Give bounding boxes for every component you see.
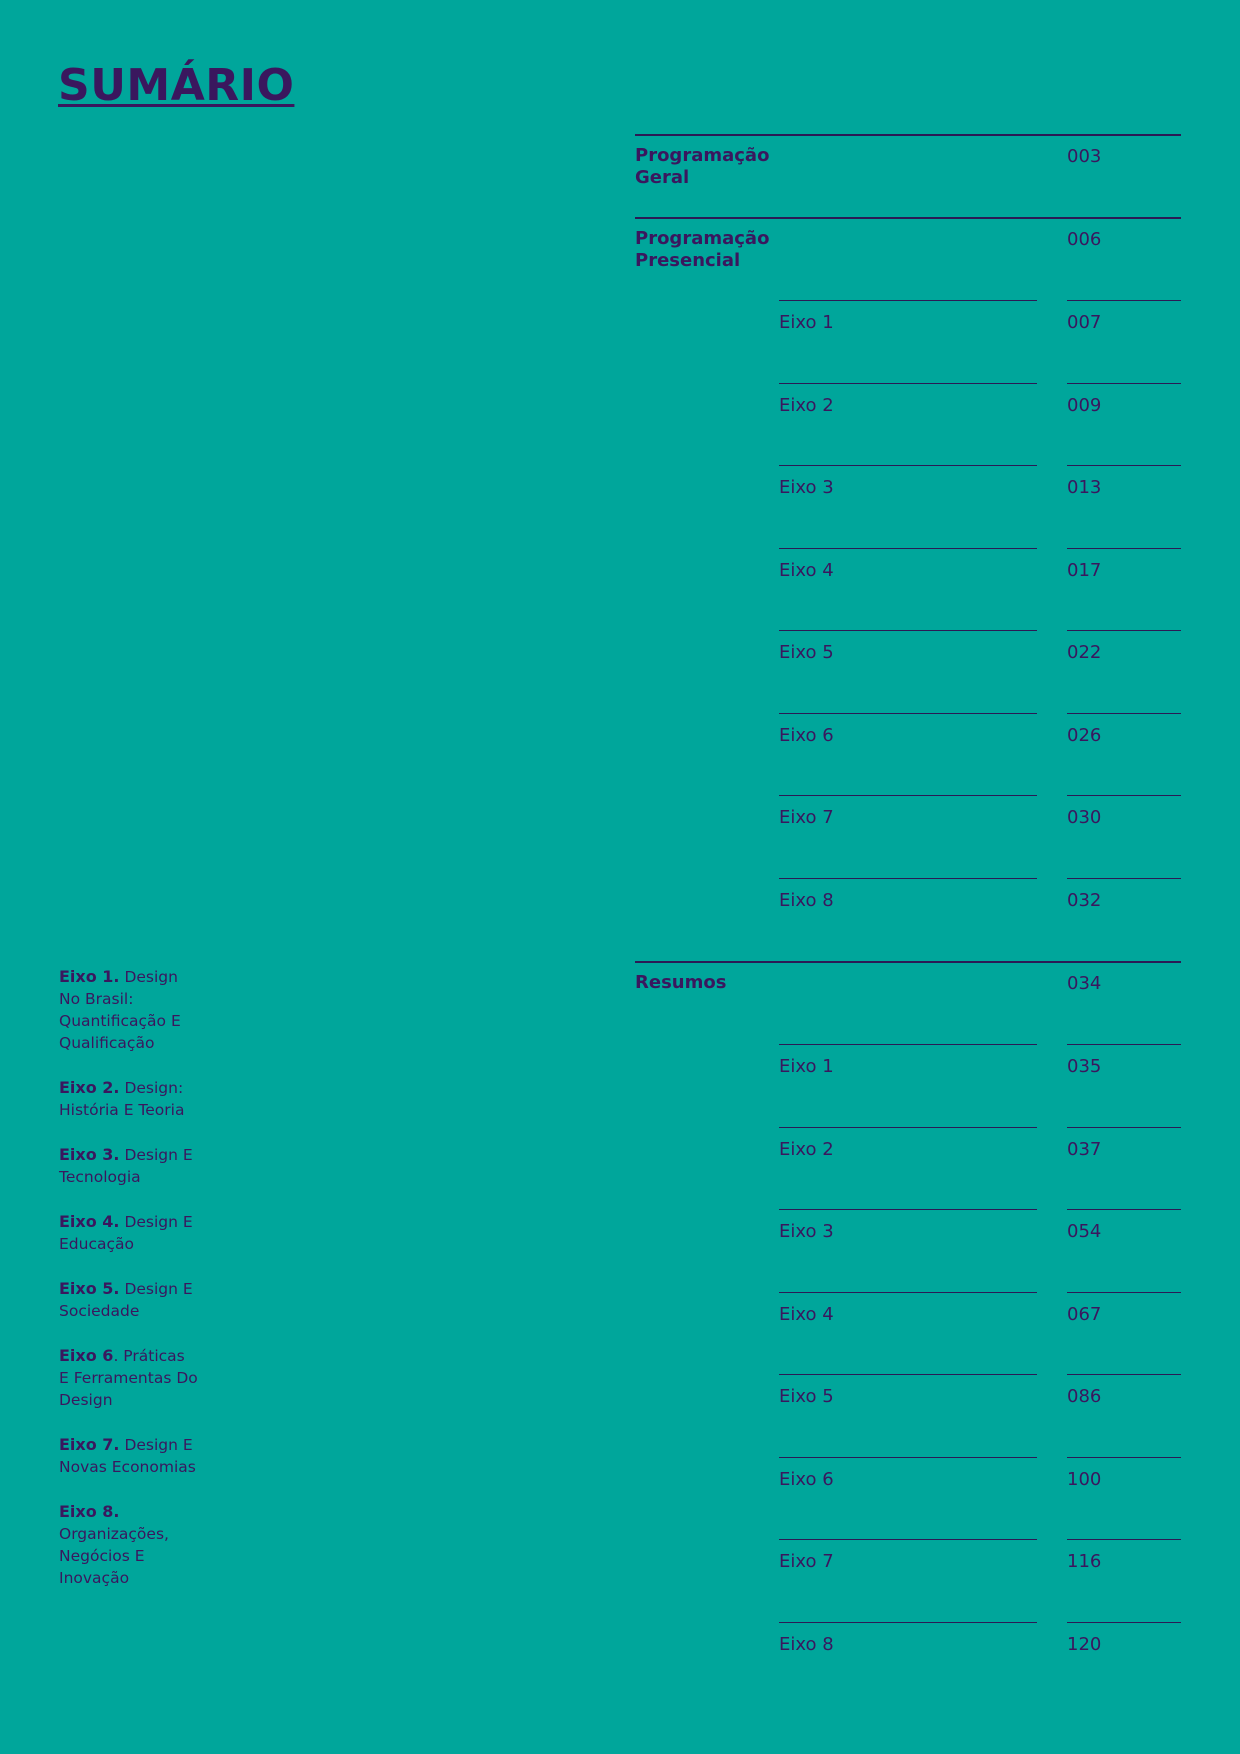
legend-text: Design E Tecnologia (59, 1146, 193, 1186)
subitem-label[interactable]: Eixo 5 (779, 1386, 834, 1407)
subitem-page-divider (1067, 1044, 1181, 1045)
section-label[interactable]: Programação Presencial (635, 228, 770, 271)
subitem-page-divider (1067, 1622, 1181, 1623)
subitem-page-divider (1067, 465, 1181, 466)
subitem-divider (779, 1127, 1037, 1128)
section-page-number: 003 (1067, 146, 1102, 167)
subitem-label[interactable]: Eixo 2 (779, 395, 834, 416)
subitem-page-number: 120 (1067, 1634, 1102, 1655)
subitem-page-divider (1067, 795, 1181, 796)
subitem-divider (779, 713, 1037, 714)
subitem-page-number: 007 (1067, 312, 1102, 333)
page-title: SUMÁRIO (58, 60, 295, 111)
subitem-label[interactable]: Eixo 2 (779, 1139, 834, 1160)
legend-item (59, 1077, 199, 1121)
legend-text: Design No Brasil: Quantificação E Qualificação (59, 968, 181, 1052)
subitem-divider (779, 1209, 1037, 1210)
subitem-page-number: 067 (1067, 1304, 1102, 1325)
subitem-label[interactable]: Eixo 3 (779, 477, 834, 498)
subitem-divider (779, 383, 1037, 384)
section-divider (635, 961, 1181, 963)
legend-key: Eixo 2. (59, 1078, 120, 1097)
legend-item (59, 1345, 199, 1411)
subitem-label[interactable]: Eixo 7 (779, 1551, 834, 1572)
legend-key: Eixo 8. (59, 1502, 120, 1521)
legend-key: Eixo 3. (59, 1145, 120, 1164)
subitem-label[interactable]: Eixo 4 (779, 1304, 834, 1325)
legend-text: . Práticas E Ferramentas Do Design (59, 1347, 198, 1409)
section-divider (635, 217, 1181, 219)
subitem-divider (779, 1374, 1037, 1375)
subitem-divider (779, 465, 1037, 466)
axis-legend (59, 966, 199, 1612)
legend-key: Eixo 7. (59, 1435, 120, 1454)
legend-item (59, 1278, 199, 1322)
subitem-label[interactable]: Eixo 3 (779, 1221, 834, 1242)
legend-text: Design E Sociedade (59, 1280, 193, 1320)
subitem-divider (779, 630, 1037, 631)
legend-text: Organizações, Negócios E Inovação (59, 1525, 169, 1587)
subitem-page-divider (1067, 1539, 1181, 1540)
subitem-label[interactable]: Eixo 6 (779, 1469, 834, 1490)
legend-text: Design E Educação (59, 1213, 193, 1253)
subitem-divider (779, 548, 1037, 549)
subitem-page-number: 035 (1067, 1056, 1102, 1077)
subitem-label[interactable]: Eixo 1 (779, 1056, 834, 1077)
legend-text: Design E Novas Economias (59, 1436, 196, 1476)
subitem-page-divider (1067, 1457, 1181, 1458)
subitem-label[interactable]: Eixo 1 (779, 312, 834, 333)
legend-item (59, 1501, 199, 1589)
legend-key: Eixo 5. (59, 1279, 120, 1298)
legend-key: Eixo 4. (59, 1212, 120, 1231)
legend-key: Eixo 1. (59, 967, 120, 986)
legend-item (59, 1211, 199, 1255)
subitem-page-divider (1067, 1292, 1181, 1293)
subitem-label[interactable]: Eixo 8 (779, 890, 834, 911)
subitem-label[interactable]: Eixo 7 (779, 807, 834, 828)
subitem-divider (779, 878, 1037, 879)
subitem-page-divider (1067, 548, 1181, 549)
subitem-divider (779, 1292, 1037, 1293)
subitem-page-divider (1067, 878, 1181, 879)
subitem-page-number: 100 (1067, 1469, 1102, 1490)
subitem-divider (779, 1539, 1037, 1540)
subitem-label[interactable]: Eixo 6 (779, 725, 834, 746)
subitem-divider (779, 1457, 1037, 1458)
section-page-number: 006 (1067, 229, 1102, 250)
subitem-label[interactable]: Eixo 5 (779, 642, 834, 663)
subitem-page-number: 026 (1067, 725, 1102, 746)
subitem-page-number: 037 (1067, 1139, 1102, 1160)
subitem-divider (779, 795, 1037, 796)
subitem-page-number: 013 (1067, 477, 1102, 498)
subitem-label[interactable]: Eixo 4 (779, 560, 834, 581)
subitem-page-divider (1067, 630, 1181, 631)
legend-item (59, 1434, 199, 1478)
subitem-page-number: 030 (1067, 807, 1102, 828)
subitem-page-number: 017 (1067, 560, 1102, 581)
subitem-page-divider (1067, 713, 1181, 714)
subitem-page-number: 022 (1067, 642, 1102, 663)
subitem-divider (779, 1622, 1037, 1623)
subitem-page-number: 054 (1067, 1221, 1102, 1242)
subitem-page-divider (1067, 1209, 1181, 1210)
legend-text: Design: História E Teoria (59, 1079, 185, 1119)
subitem-label[interactable]: Eixo 8 (779, 1634, 834, 1655)
section-label[interactable]: Resumos (635, 972, 727, 993)
section-divider (635, 134, 1181, 136)
subitem-page-divider (1067, 1127, 1181, 1128)
subitem-page-divider (1067, 1374, 1181, 1375)
subitem-page-number: 032 (1067, 890, 1102, 911)
subitem-divider (779, 300, 1037, 301)
subitem-page-divider (1067, 300, 1181, 301)
subitem-divider (779, 1044, 1037, 1045)
legend-key: Eixo 6 (59, 1346, 114, 1365)
section-label[interactable]: Programação Geral (635, 145, 770, 188)
subitem-page-number: 009 (1067, 395, 1102, 416)
subitem-page-number: 116 (1067, 1551, 1102, 1572)
section-page-number: 034 (1067, 973, 1102, 994)
legend-item (59, 966, 199, 1054)
subitem-page-number: 086 (1067, 1386, 1102, 1407)
legend-item (59, 1144, 199, 1188)
subitem-page-divider (1067, 383, 1181, 384)
